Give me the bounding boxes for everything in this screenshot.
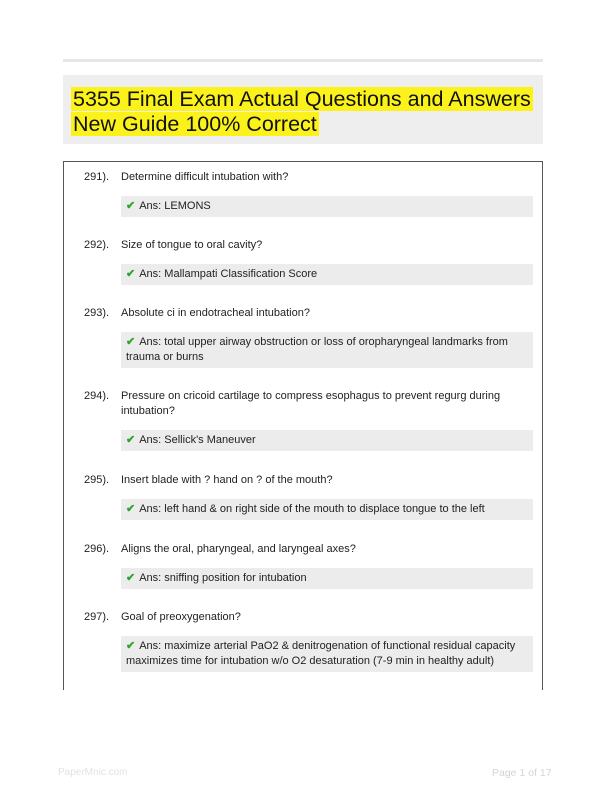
- question-number: 295).: [84, 474, 110, 486]
- document-title: [71, 87, 541, 137]
- check-icon: ✔: [126, 268, 136, 280]
- check-icon: ✔: [126, 336, 136, 348]
- question-number: 294).: [84, 390, 110, 402]
- check-icon: ✔: [126, 434, 136, 446]
- answer-box: [121, 264, 533, 285]
- question-text: Insert blade with ? hand on ? of the mouth?: [121, 474, 333, 486]
- answer-text: Ans: Mallampati Classification Score: [139, 268, 318, 280]
- question-text: Absolute ci in endotracheal intubation?: [121, 307, 310, 319]
- answer-box: [121, 499, 533, 520]
- question-number: 292).: [84, 239, 110, 251]
- answer-text: Ans: Sellick's Maneuver: [139, 434, 256, 446]
- page-indicator: Page 1 of 17: [492, 767, 552, 779]
- question-number: 293).: [84, 307, 110, 319]
- qa-list: [63, 161, 543, 690]
- title-line-2: New Guide 100% Correct: [73, 112, 317, 136]
- answer-box: [121, 196, 533, 217]
- answer-text: Ans: sniffing position for intubation: [139, 572, 307, 584]
- answer-box: [121, 568, 533, 589]
- title-banner: [63, 75, 543, 144]
- answer-text: Ans: maximize arterial PaO2 & denitrogenation of functional residual capacity maximizes time for intubation w/o O2 desaturation (7-9 min in healthy adult): [126, 640, 516, 667]
- question-text: Size of tongue to oral cavity?: [121, 239, 263, 251]
- question-text: Determine difficult intubation with?: [121, 171, 289, 183]
- answer-box: [121, 430, 533, 451]
- top-divider: [63, 59, 543, 62]
- question-number: 297).: [84, 611, 110, 623]
- check-icon: ✔: [126, 200, 136, 212]
- title-line-1: 5355 Final Exam Actual Questions and Answers: [73, 87, 531, 111]
- question-text: Pressure on cricoid cartilage to compress esophagus to prevent regurg during intubation?: [121, 390, 501, 417]
- check-icon: ✔: [126, 572, 136, 584]
- answer-text: Ans: LEMONS: [139, 200, 211, 212]
- check-icon: ✔: [126, 503, 136, 515]
- answer-box: [121, 636, 533, 672]
- answer-text: Ans: total upper airway obstruction or loss of oropharyngeal landmarks from trauma or burns: [126, 336, 508, 363]
- question-number: 296).: [84, 543, 110, 555]
- question-text: Aligns the oral, pharyngeal, and laryngeal axes?: [121, 543, 356, 555]
- answer-box: [121, 332, 533, 368]
- answer-text: Ans: left hand & on right side of the mouth to displace tongue to the left: [139, 503, 485, 515]
- question-number: 291).: [84, 171, 110, 183]
- question-text: Goal of preoxygenation?: [121, 611, 241, 623]
- check-icon: ✔: [126, 640, 136, 652]
- footer-watermark: PaperMnic.com: [58, 767, 128, 778]
